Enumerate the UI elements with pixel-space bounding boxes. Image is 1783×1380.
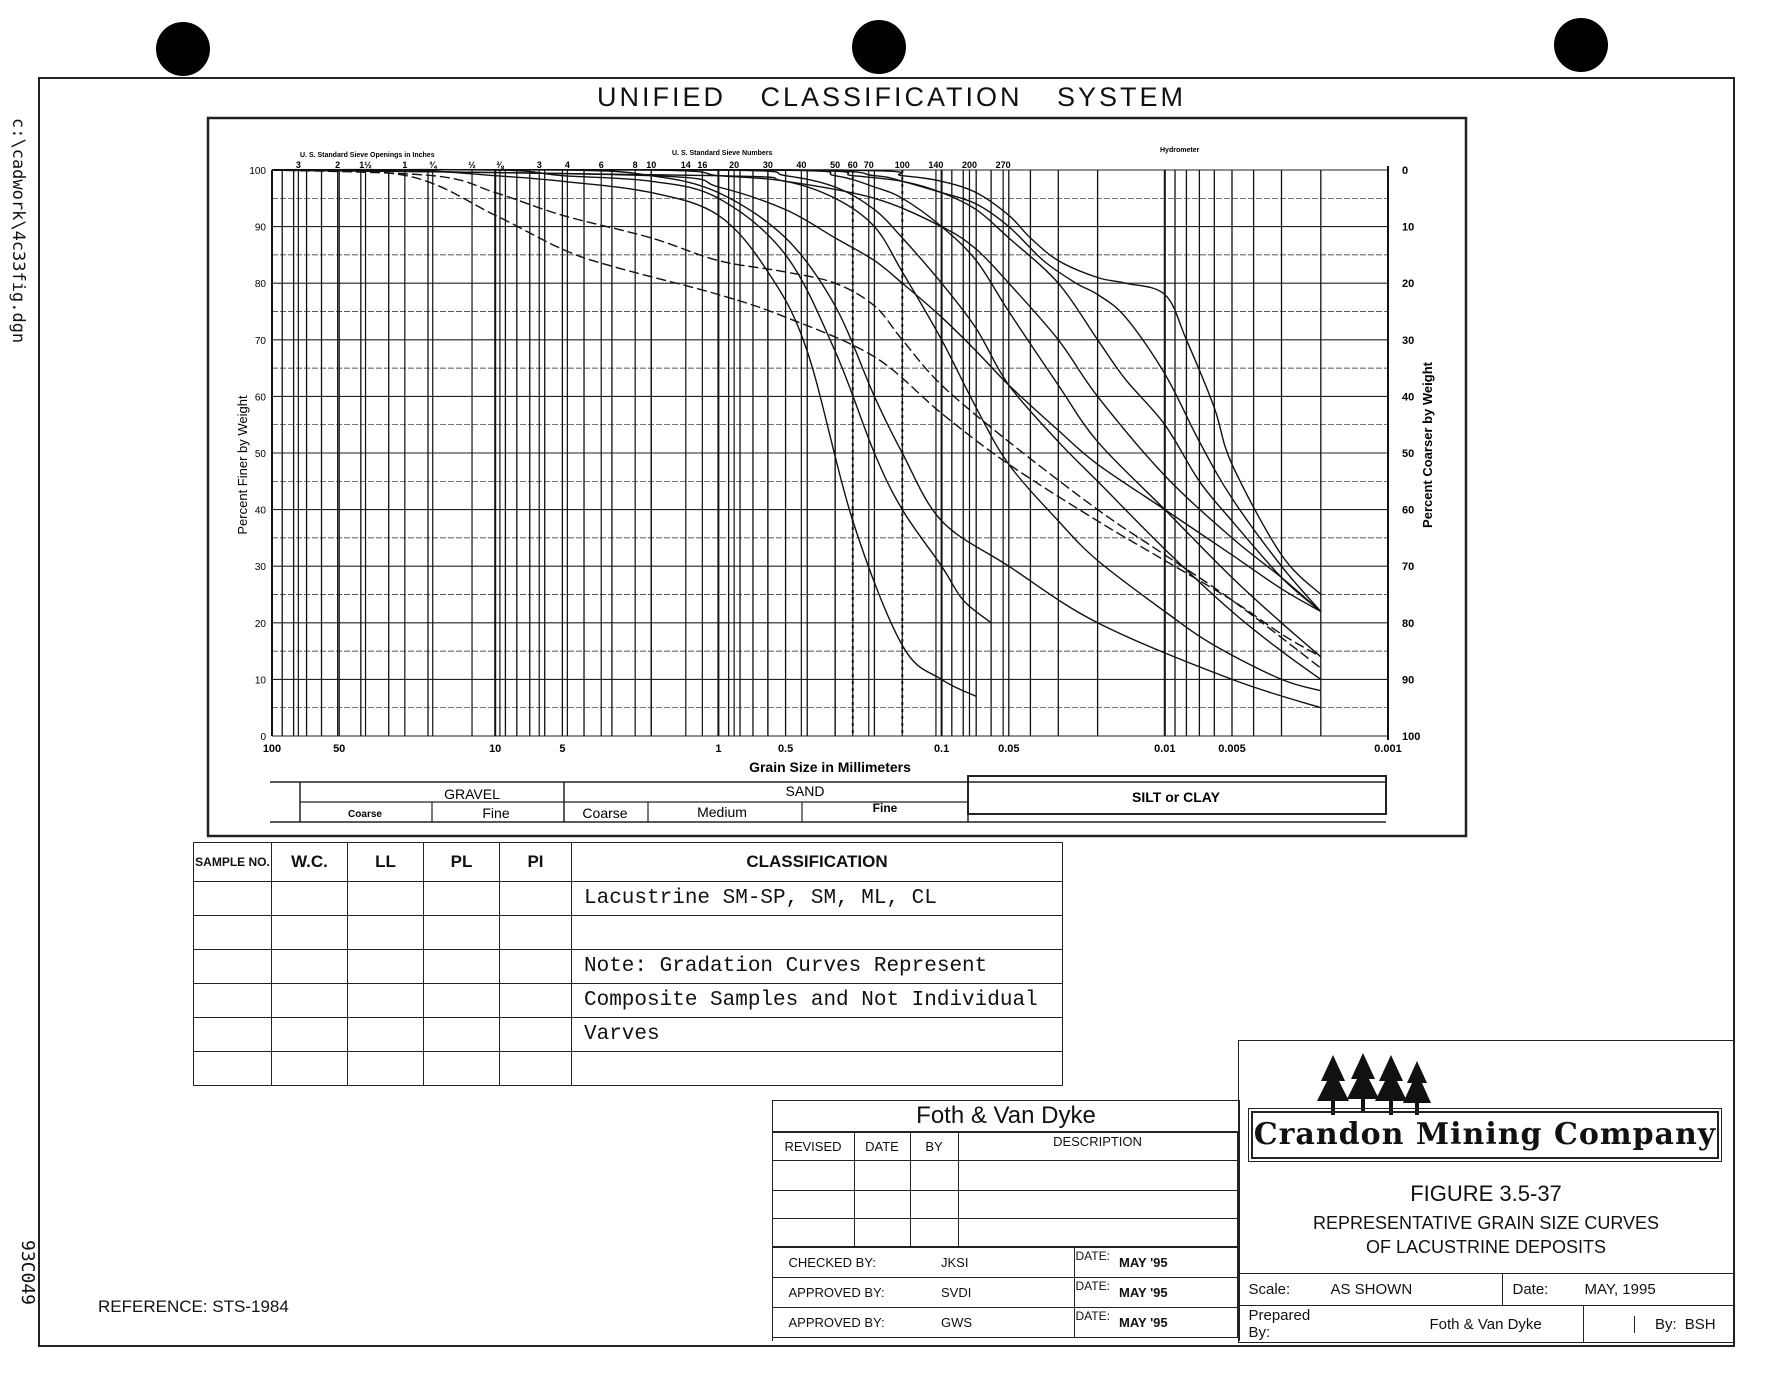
y-tick-label: 30 — [254, 562, 266, 574]
company-logo-box — [1251, 1111, 1719, 1159]
signoff-date-label: DATE: — [1074, 1248, 1118, 1278]
table-row — [194, 1052, 1063, 1086]
grain-size-curve — [272, 170, 1321, 668]
x-tick-label: 10 — [489, 743, 502, 755]
y-tick-label: 10 — [254, 675, 266, 687]
table-row — [194, 882, 1063, 916]
col-classification: CLASSIFICATION — [572, 843, 1063, 882]
x-axis-label: Grain Size in Millimeters — [749, 759, 911, 775]
inch-sieve-label: ¾ — [428, 160, 437, 170]
prepared-label: Prepared By: — [1238, 1306, 1330, 1343]
col-plasticity-index: PI — [500, 843, 572, 882]
title-info-table — [1238, 1273, 1734, 1343]
y2-tick-label: 100 — [1402, 731, 1421, 743]
by-label: By: — [1634, 1316, 1685, 1333]
x-tick-label: 0.5 — [777, 743, 794, 755]
sample-table — [193, 842, 1063, 1086]
sieve-number-label: 20 — [729, 160, 740, 170]
signoff-date-label: DATE: — [1074, 1278, 1118, 1308]
classification-cell: Composite Samples and Not Individual — [572, 984, 1063, 1018]
number-sieve-group-label: U. S. Standard Sieve Numbers — [672, 150, 773, 157]
y2-tick-label: 90 — [1402, 674, 1415, 687]
figure-subtitle-2: OF LACUSTRINE DEPOSITS — [1365, 1237, 1607, 1257]
y2-tick-label: 0 — [1402, 165, 1409, 177]
fine-sand-label: Fine — [872, 801, 898, 815]
sieve-number-label: 100 — [894, 160, 910, 170]
signoff-row — [772, 1308, 1237, 1338]
reference-note: REFERENCE: STS-1984 — [98, 1297, 289, 1316]
sieve-number-label: 40 — [796, 160, 807, 170]
table-row — [194, 984, 1063, 1018]
signoff-row — [772, 1278, 1237, 1308]
hydrometer-group-label: Hydrometer — [1160, 147, 1200, 154]
inch-sieve-label: 2 — [335, 160, 341, 170]
y-tick-label: 90 — [254, 222, 266, 234]
prepared-value: Foth & Van Dyke — [1330, 1306, 1584, 1343]
col-revised: REVISED — [772, 1133, 854, 1161]
grain-size-curve — [272, 170, 1321, 612]
fine-gravel-label: Fine — [482, 805, 510, 821]
x-tick-label: 1 — [715, 743, 722, 755]
sieve-number-label: 14 — [680, 160, 691, 170]
sand-label: SAND — [785, 783, 825, 799]
col-date: DATE — [854, 1133, 910, 1161]
y2-tick-label: 20 — [1402, 278, 1415, 291]
y-axis-label: Percent Finer by Weight — [235, 395, 250, 535]
signoff-label: CHECKED BY: — [772, 1248, 940, 1278]
silt-clay-label: SILT or CLAY — [1132, 789, 1220, 805]
revision-row — [772, 1161, 1237, 1191]
x-tick-label: 0.05 — [998, 743, 1020, 755]
x-tick-label: 100 — [262, 743, 282, 755]
firm-name: Foth & Van Dyke — [773, 1101, 1239, 1132]
signoff-date: MAY '95 — [1118, 1248, 1237, 1278]
classification-cell — [572, 1052, 1063, 1086]
col-sample-no: SAMPLE NO. — [194, 843, 272, 882]
col-plastic-limit: PL — [424, 843, 500, 882]
date-label: Date: — [1502, 1274, 1584, 1306]
revisions-block — [772, 1100, 1240, 1341]
sieve-number-label: 60 — [847, 160, 858, 170]
y-tick-label: 50 — [254, 449, 266, 460]
col-by: BY — [910, 1133, 958, 1161]
signoff-date: MAY '95 — [1118, 1308, 1237, 1338]
signoff-initials: GWS — [940, 1308, 1074, 1338]
y-tick-label: 60 — [254, 392, 266, 404]
coarse-sand-label: Coarse — [582, 805, 628, 821]
y-tick-label: 80 — [254, 279, 266, 291]
medium-sand-label: Medium — [697, 804, 747, 820]
grain-size-curve — [272, 170, 1321, 708]
col-description: DESCRIPTION — [958, 1133, 1237, 1161]
grain-size-curve — [272, 170, 1321, 612]
scale-value: AS SHOWN — [1330, 1274, 1503, 1306]
x-tick-label: 50 — [333, 743, 346, 755]
title-block — [1238, 1040, 1733, 1341]
sieve-number-label: 3 — [536, 160, 542, 170]
signoff-date-label: DATE: — [1074, 1308, 1118, 1338]
chart-panel — [208, 118, 1466, 836]
grain-size-curve — [272, 170, 1321, 612]
inch-sieve-label: ½ — [468, 160, 476, 170]
figure-subtitle-1: REPRESENTATIVE GRAIN SIZE CURVES — [1312, 1213, 1660, 1233]
x-tick-label: 0.01 — [1154, 743, 1176, 755]
classification-cell: Lacustrine SM-SP, SM, ML, CL — [572, 882, 1063, 916]
date-value: MAY, 1995 — [1584, 1274, 1734, 1306]
grain-size-curve — [272, 170, 1321, 657]
y2-tick-label: 30 — [1402, 334, 1415, 347]
y-tick-label: 100 — [249, 166, 266, 177]
grain-size-curve — [272, 170, 1321, 691]
grain-size-curve — [272, 170, 1321, 657]
sieve-number-label: 6 — [598, 160, 604, 170]
signoff-table — [772, 1247, 1238, 1338]
x-tick-label: 0.001 — [1374, 743, 1402, 755]
sieve-number-label: 30 — [762, 160, 773, 170]
sieve-number-label: 10 — [646, 160, 657, 170]
by-value: BSH — [1684, 1315, 1716, 1333]
x-tick-label: 5 — [559, 743, 566, 755]
signoff-label: APPROVED BY: — [772, 1308, 940, 1338]
y2-tick-label: 50 — [1402, 448, 1415, 460]
signoff-initials: SVDI — [940, 1278, 1074, 1308]
sample-table-header — [194, 843, 1063, 882]
sieve-number-label: 8 — [632, 160, 638, 170]
table-row — [194, 950, 1063, 984]
revision-row — [772, 1219, 1237, 1247]
sieve-number-label: 16 — [697, 160, 708, 170]
inch-sieve-label: 1½ — [359, 160, 372, 170]
gravel-label: GRAVEL — [444, 786, 500, 802]
inch-sieve-label: 3 — [295, 160, 301, 170]
sieve-number-label: 140 — [928, 160, 944, 170]
x-tick-label: 0.005 — [1218, 743, 1246, 755]
y2-tick-label: 70 — [1402, 561, 1415, 574]
inch-sieve-label: ⅜ — [496, 160, 504, 170]
x-tick-label: 0.1 — [933, 743, 950, 755]
classification-cell: Varves — [572, 1018, 1063, 1052]
sieve-number-label: 4 — [564, 160, 570, 170]
revision-table — [772, 1132, 1238, 1247]
company-name: Crandon Mining Company — [1253, 1117, 1717, 1152]
y2-tick-label: 10 — [1402, 221, 1415, 234]
signoff-date: MAY '95 — [1118, 1278, 1237, 1308]
revision-row — [772, 1191, 1237, 1219]
y2-tick-label: 40 — [1402, 391, 1415, 404]
y-tick-label: 20 — [254, 618, 266, 630]
sieve-number-label: 270 — [995, 160, 1011, 170]
y2-tick-label: 60 — [1402, 504, 1415, 517]
col-liquid-limit: LL — [348, 843, 424, 882]
y-tick-label: 70 — [254, 335, 266, 347]
classification-cell — [572, 916, 1063, 950]
drawing-code: 93C049 — [17, 1240, 38, 1306]
table-row — [194, 1018, 1063, 1052]
coarse-gravel-label: Coarse — [348, 809, 382, 820]
grain-size-curve — [272, 170, 1321, 595]
page-title: UNIFIED CLASSIFICATION SYSTEM — [596, 82, 1187, 112]
signoff-label: APPROVED BY: — [772, 1278, 940, 1308]
y2-axis-label: Percent Coarser by Weight — [1420, 362, 1435, 528]
y2-tick-label: 80 — [1402, 617, 1415, 630]
inch-sieve-group-label: U. S. Standard Sieve Openings in Inches — [300, 152, 435, 159]
signoff-row — [772, 1248, 1237, 1278]
signoff-initials: JKSI — [940, 1248, 1074, 1278]
grain-size-curve — [272, 170, 976, 697]
classification-cell: Note: Gradation Curves Represent — [572, 950, 1063, 984]
sieve-number-label: 50 — [830, 160, 841, 170]
table-row — [194, 916, 1063, 950]
col-water-content: W.C. — [272, 843, 348, 882]
y-tick-label: 0 — [260, 732, 266, 743]
scale-label: Scale: — [1238, 1274, 1330, 1306]
inch-sieve-label: 1 — [402, 160, 408, 170]
sieve-number-label: 200 — [961, 160, 978, 170]
sieve-number-label: 70 — [863, 160, 874, 170]
figure-number: FIGURE 3.5-37 — [1410, 1181, 1562, 1206]
y-tick-label: 40 — [254, 505, 266, 517]
file-path: c:\cadwork\4c33fig.dgn — [8, 118, 28, 344]
grain-size-curve — [272, 170, 1321, 612]
